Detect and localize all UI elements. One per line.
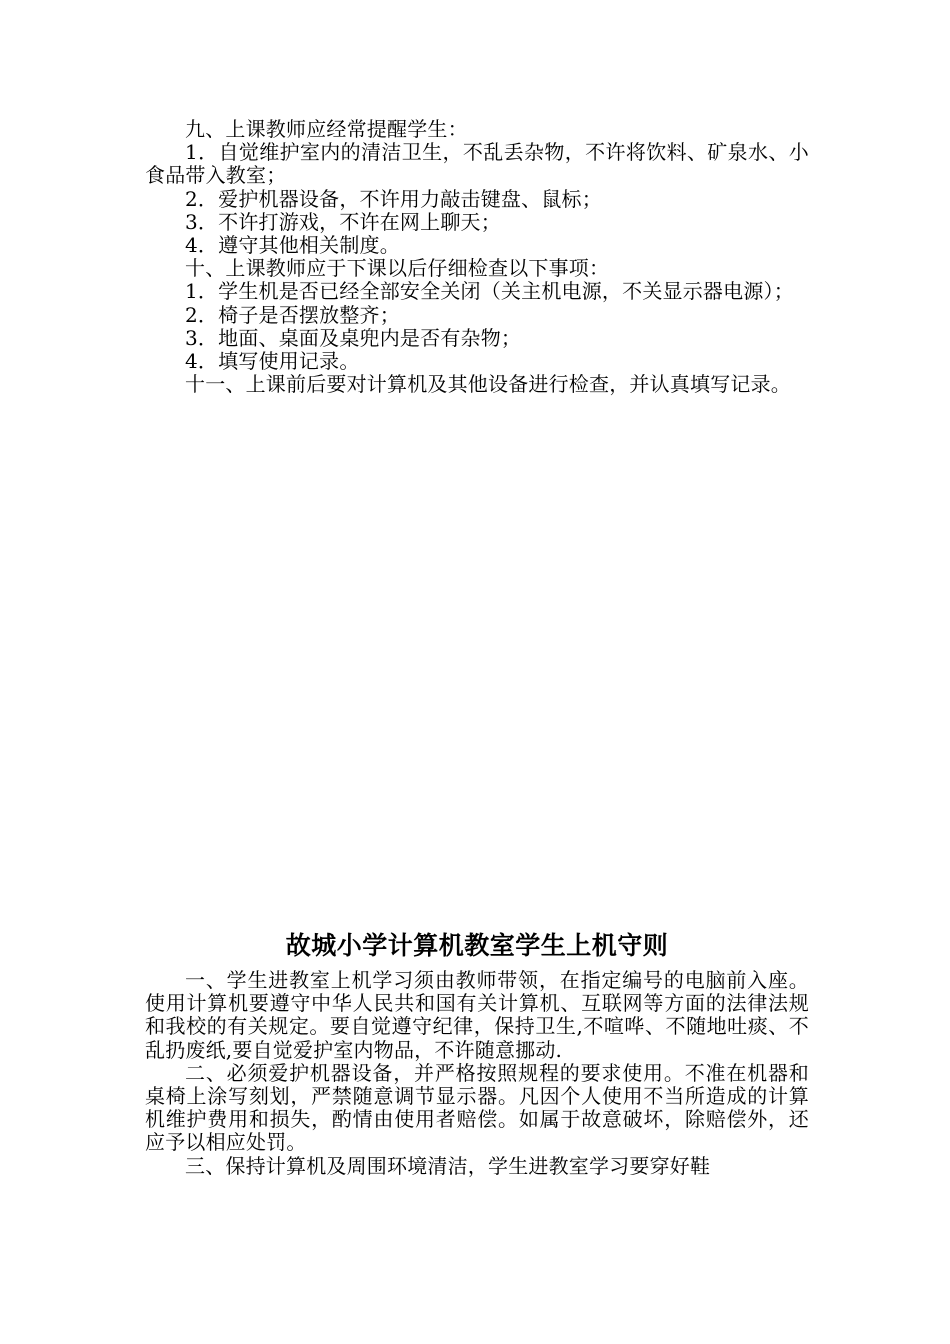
rule-10-item-4: 4．填写使用记录。 — [185, 349, 360, 374]
rule-9-item-3: 3．不许打游戏，不许在网上聊天； — [185, 209, 501, 234]
rule-11: 十一、上课前后要对计算机及其他设备进行检查，并认真填写记录。 — [185, 372, 791, 397]
document-page — [145, 0, 809, 1344]
rule-10-item-2: 2．椅子是否摆放整齐； — [185, 302, 400, 327]
student-rule-1: 一、学生进教室上机学习须由教师带领，在指定编号的电脑前入座。使用计算机要遵守中华人民共和国有关计算机、互联网等方面的法律法规和我校的有关规定。要自觉遵守纪律，保持卫生,不喧哗、不随地吐痰、不乱扔废纸,要自觉爱护室内物品，不许随意挪动. — [145, 968, 809, 1062]
rule-10-heading: 十、上课教师应于下课以后仔细检查以下事项： — [185, 256, 610, 281]
document-title: 故城小学计算机教室学生上机守则 — [285, 931, 669, 960]
student-rule-3: 三、保持计算机及周围环境清洁，学生进教室学习要穿好鞋 — [185, 1153, 711, 1178]
rule-9-heading: 九、上课教师应经常提醒学生： — [185, 117, 468, 141]
rule-9-item-2: 2．爱护机器设备，不许用力敲击键盘、鼠标； — [185, 186, 602, 211]
rule-10-item-3: 3．地面、桌面及桌兜内是否有杂物； — [185, 325, 522, 350]
rule-9-item-1: 1．自觉维护室内的清洁卫生，不乱丢杂物，不许将饮料、矿泉水、小食品带入教室； — [145, 140, 809, 188]
rule-10-item-1: 1．学生机是否已经全部安全关闭（关主机电源，不关显示器电源）； — [185, 279, 794, 304]
student-rules-section — [145, 927, 809, 1178]
rule-9-item-4: 4．遵守其他相关制度。 — [185, 233, 400, 258]
teacher-rules-section — [145, 118, 809, 396]
student-rule-2: 二、必须爱护机器设备，并严格按照规程的要求使用。不准在机器和桌椅上涂写刻划，严禁随意调节显示器。凡因个人使用不当所造成的计算机维护费用和损失，酌情由使用者赔偿。如属于故意破坏，除赔偿外，还应予以相应处罚。 — [145, 1060, 809, 1155]
